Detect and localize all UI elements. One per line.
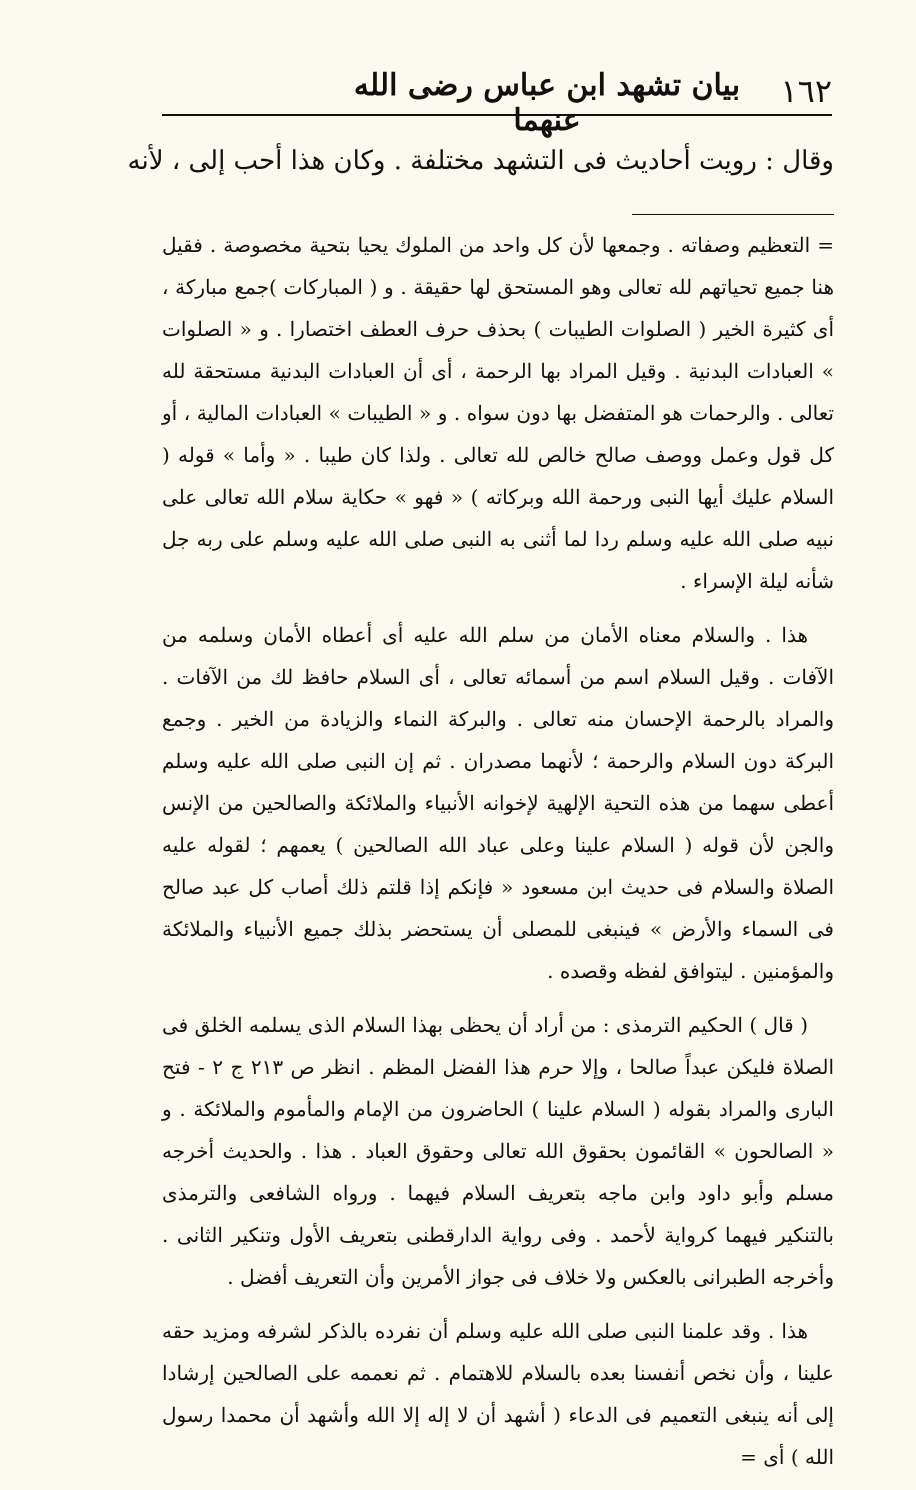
- running-title: بيان تشهد ابن عباس رضى الله عنهما: [353, 68, 741, 138]
- footnote-paragraph-4: هذا . وقد علمنا النبى صلى الله عليه وسلم أن نفرده بالذكر لشرفه ومزيد حقه علينا ، وأن نخص أنفسنا بعده بالسلام للاهتمام . ثم نعممه على الصالحين إرشادا إلى أنه ينبغى التعميم فى الدعاء ( أشهد أن لا إله إلا الله وأشهد أن محمدا رسول الله ) أى =: [162, 1319, 834, 1469]
- footnote-divider: [632, 214, 834, 215]
- footnote-paragraph-1: = التعظيم وصفاته . وجمعها لأن كل واحد من الملوك يحيا بتحية مخصوصة . فقيل هنا جميع تحياتهم لله تعالى وهو المستحق لها حقيقة . و ( المباركات )جمع مباركة ، أى كثيرة الخير ( الصلوات الطيبات ) بحذف حرف العطف اختصارا . و « الصلوات » العبادات البدنية . وقيل المراد بها الرحمة ، أى أن العبادات البدنية مستحقة لله تعالى . والرحمات هو المتفضل بها دون سواه . و « الطيبات » العبادات المالية ، أو كل قول وعمل ووصف صالح خالص لله تعالى . ولذا كان طيبا . « وأما » قوله ( السلام عليك أيها النبى ورحمة الله وبركاته ) « فهو » حكاية سلام الله تعالى على نبيه صلى الله عليه وسلم ردا لما أثنى به النبى صلى الله عليه وسلم على ربه جل شأنه ليلة الإسراء .: [162, 233, 834, 593]
- page-header: [162, 64, 832, 138]
- footnote-paragraph-3: ( قال ) الحكيم الترمذى : من أراد أن يحظى بهذا السلام الذى يسلمه الخلق فى الصلاة فليكن عبداً صالحا ، وإلا حرم هذا الفضل المظم . انظر ص ٢١٣ ج ٢ - فتح البارى والمراد بقوله ( السلام علينا ) الحاضرون من الإمام والمأموم والملائكة . و « الصالحون » القائمون بحقوق الله تعالى وحقوق العباد . هذا . والحديث أخرجه مسلم وأبو داود وابن ماجه بتعريف السلام فيهما . ورواه الشافعى والترمذى بالتنكير فيهما كرواية لأحمد . وفى رواية الدارقطنى بتعريف الأول وتنكير الثانى . وأخرجه الطبرانى بالعكس ولا خلاف فى جواز الأمرين وأن التعريف أفضل .: [162, 1013, 835, 1289]
- page-number: ١٦٢: [780, 72, 832, 110]
- footnote-paragraph-2: هذا . والسلام معناه الأمان من سلم الله عليه أى أعطاه الأمان وسلمه من الآفات . وقيل السلام اسم من أسمائه تعالى ، أى السلام حافظ لك من الآفات . والمراد بالرحمة الإحسان منه تعالى . والبركة النماء والزيادة من الخير . وجمع البركة دون السلام والرحمة ؛ لأنهما مصدران . ثم إن النبى صلى الله عليه وسلم أعطى سهما من هذه التحية الإلهية لإخوانه الأنبياء والملائكة والصالحين من الإنس والجن لأن قوله ( السلام علينا وعلى عباد الله الصالحين ) يعمهم ؛ لقوله عليه الصلاة والسلام فى حديث ابن مسعود « فإنكم إذا قلتم ذلك أصاب كل عبد صالح فى السماء والأرض » فينبغى للمصلى أن يستحضر بذلك جميع الأنبياء والملائكة والمؤمنين . ليتوافق لفظه وقصده .: [162, 623, 834, 983]
- footnotes-block: [162, 224, 834, 1490]
- main-text-line: وقال : رويت أحاديث فى التشهد مختلفة . وكان هذا أحب إلى ، لأنه: [127, 146, 834, 176]
